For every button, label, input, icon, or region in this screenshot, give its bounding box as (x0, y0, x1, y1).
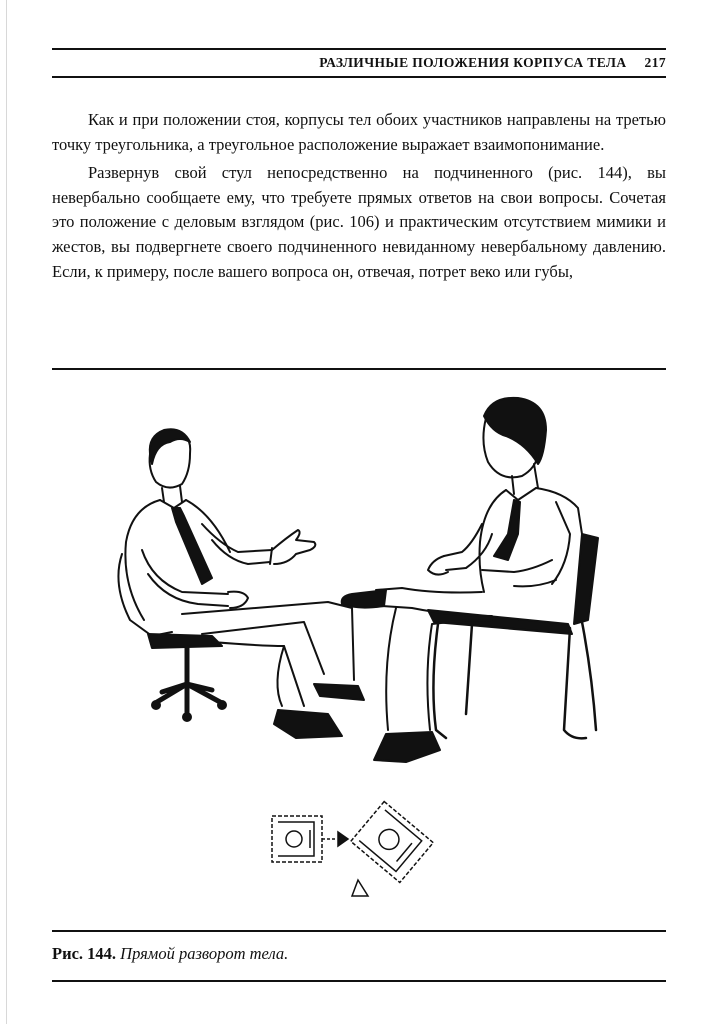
running-header (52, 52, 666, 74)
header-title: РАЗЛИЧНЫЕ ПОЛОЖЕНИЯ КОРПУСА ТЕЛА (319, 55, 627, 70)
seated-man-right (342, 398, 582, 762)
paragraph: Как и при положении стоя, корпусы тел обоих участников направлены на третью точку треугольника, а треугольное расположение выражает взаимопонимание. (52, 110, 666, 154)
caption-rule-bottom (52, 980, 666, 982)
header-rule-top (52, 48, 666, 50)
figure-illustration (52, 384, 666, 914)
header-rule-bottom (52, 76, 666, 78)
figure-rule-top (52, 368, 666, 370)
figure-caption (52, 944, 666, 964)
body-text (52, 108, 666, 288)
page-edge (6, 0, 7, 1024)
caption-rule-top (52, 930, 666, 932)
paragraph: Развернув свой стул непосредственно на подчиненного (рис. 144), вы невербально сообщаете ему, что требуете прямых ответов на свои вопросы. Сочетая это положение с деловым взглядом (рис. 106) и практическим отсутствием мимики и жестов, вы подвергнете своего подчиненного невиданному невербальному давлению. Если, к примеру, после вашего вопроса он, отвечая, потрет веко или губы, (52, 163, 666, 281)
page-number: 217 (644, 55, 666, 70)
tube-chair-right (428, 534, 598, 738)
caption-text: Прямой разворот тела. (120, 944, 289, 963)
caption-label: Рис. 144. (52, 944, 117, 963)
position-diagram (272, 802, 433, 896)
